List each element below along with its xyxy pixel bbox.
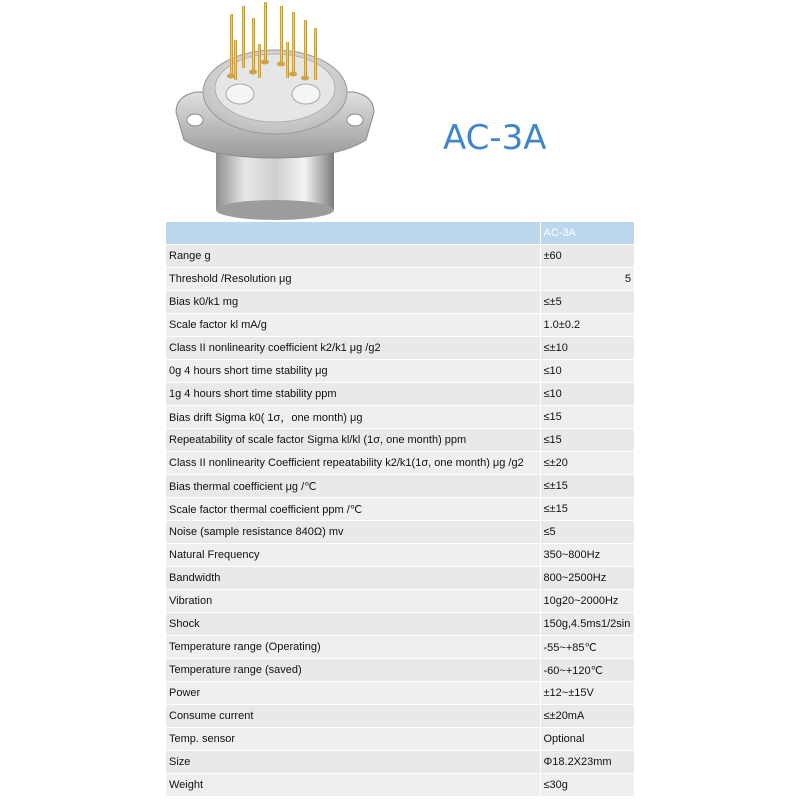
spec-value: 800~2500Hz	[540, 567, 634, 590]
spec-value: ≤±15	[540, 475, 634, 498]
spec-value: -60~+120℃	[540, 659, 634, 682]
spec-label: Weight	[166, 774, 540, 797]
spec-value: 150g,4.5ms1/2sin	[540, 613, 634, 636]
table-row	[166, 314, 634, 337]
header-label	[166, 222, 540, 245]
spec-label: Threshold /Resolution μg	[166, 268, 540, 291]
spec-label: Class II nonlinearity coefficient k2/k1 μg /g2	[166, 337, 540, 360]
product-image	[168, 0, 380, 222]
spec-label: Consume current	[166, 705, 540, 728]
spec-label: Bias drift Sigma k0( 1σ，one month) μg	[166, 406, 540, 429]
spec-value: ≤±5	[540, 291, 634, 314]
table-row	[166, 337, 634, 360]
spec-value: ≤10	[540, 360, 634, 383]
table-row	[166, 705, 634, 728]
spec-label: Shock	[166, 613, 540, 636]
spec-label: 0g 4 hours short time stability μg	[166, 360, 540, 383]
spec-label: Power	[166, 682, 540, 705]
table-row	[166, 521, 634, 544]
table-row	[166, 429, 634, 452]
spec-value: Optional	[540, 728, 634, 751]
spec-value: ≤15	[540, 429, 634, 452]
table-row	[166, 682, 634, 705]
spec-value: ≤±10	[540, 337, 634, 360]
table-row	[166, 590, 634, 613]
spec-table-header	[166, 222, 634, 245]
table-row	[166, 728, 634, 751]
table-row	[166, 567, 634, 590]
table-row	[166, 291, 634, 314]
spec-label: Noise (sample resistance 840Ω) mv	[166, 521, 540, 544]
spec-label: Class II nonlinearity Coefficient repeatability k2/k1(1σ, one month) μg /g2	[166, 452, 540, 475]
spec-value: 10g20~2000Hz	[540, 590, 634, 613]
spec-label: Temperature range (saved)	[166, 659, 540, 682]
spec-label: Vibration	[166, 590, 540, 613]
spec-label: Bias k0/k1 mg	[166, 291, 540, 314]
table-row	[166, 636, 634, 659]
table-row	[166, 498, 634, 521]
table-row	[166, 613, 634, 636]
spec-value: Φ18.2X23mm	[540, 751, 634, 774]
table-row	[166, 475, 634, 498]
spec-value: 350~800Hz	[540, 544, 634, 567]
product-title: AC-3A	[443, 118, 547, 158]
table-row	[166, 406, 634, 429]
spec-label: Scale factor thermal coefficient ppm /℃	[166, 498, 540, 521]
spec-label: Temp. sensor	[166, 728, 540, 751]
spec-label: Size	[166, 751, 540, 774]
spec-label: Range g	[166, 245, 540, 268]
table-row	[166, 268, 634, 291]
spec-table	[166, 222, 634, 797]
spec-value: ≤10	[540, 383, 634, 406]
spec-label: Bandwidth	[166, 567, 540, 590]
table-row	[166, 452, 634, 475]
spec-label: Temperature range (Operating)	[166, 636, 540, 659]
spec-label: Repeatability of scale factor Sigma kl/kl (1σ, one month) ppm	[166, 429, 540, 452]
table-row	[166, 383, 634, 406]
table-row	[166, 774, 634, 797]
spec-value: 1.0±0.2	[540, 314, 634, 337]
spec-label: 1g 4 hours short time stability ppm	[166, 383, 540, 406]
spec-label: Natural Frequency	[166, 544, 540, 567]
table-row	[166, 245, 634, 268]
spec-value: ±12~±15V	[540, 682, 634, 705]
header-model: AC-3A	[540, 222, 634, 245]
spec-value: ≤±20	[540, 452, 634, 475]
spec-value: ≤15	[540, 406, 634, 429]
spec-value: -55~+85℃	[540, 636, 634, 659]
spec-value: ≤±20mA	[540, 705, 634, 728]
table-row	[166, 751, 634, 774]
spec-value: ≤30g	[540, 774, 634, 797]
spec-value: ≤±15	[540, 498, 634, 521]
table-row	[166, 360, 634, 383]
spec-label: Bias thermal coefficient μg /℃	[166, 475, 540, 498]
spec-value: 5	[540, 268, 634, 291]
spec-value: ±60	[540, 245, 634, 268]
table-row	[166, 659, 634, 682]
table-row	[166, 544, 634, 567]
spec-value: ≤5	[540, 521, 634, 544]
spec-label: Scale factor kl mA/g	[166, 314, 540, 337]
